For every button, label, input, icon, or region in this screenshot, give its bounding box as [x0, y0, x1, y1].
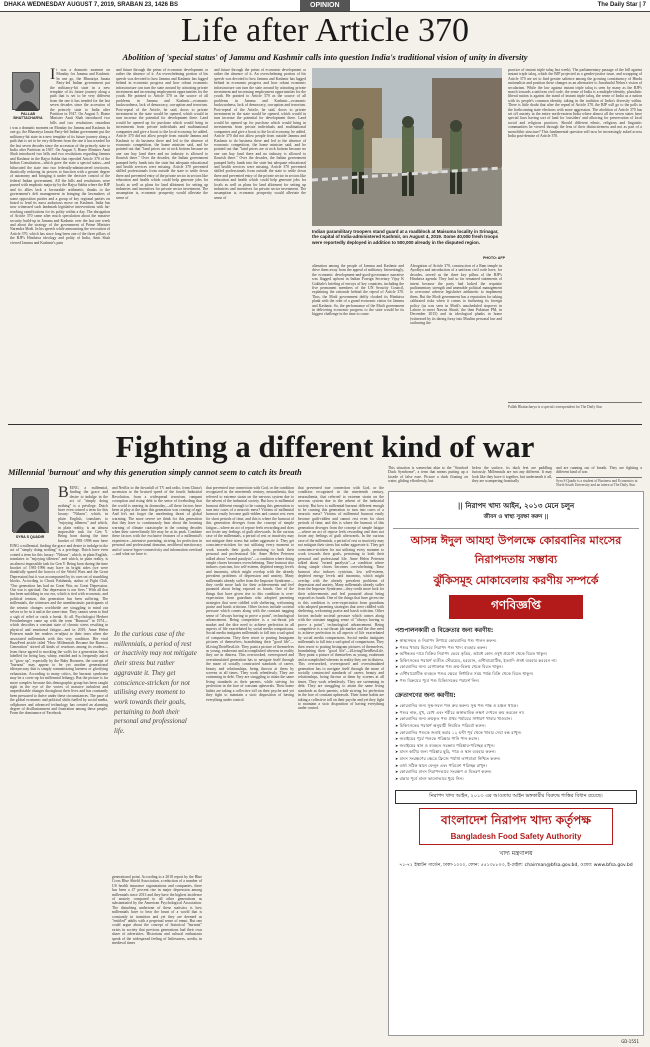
article2-author-bio: Syra S Quadir is a student of Business and Economics at North South University and an intern at The Daily Star. [556, 477, 642, 488]
article1-subtitle: Abolition of 'special status' of Jammu and Kashmir calls into question India's traditional vision of unity in diversity [122, 52, 528, 62]
article2-col3: that prevented true connection with God, or the condition recognized in the nineteenth century, neurasthenia, that referred to extreme strain on the nervous system due to the advent of the industrial society. But how is millennial burnout different enough to be causing this generation to turn into cases of a neurotic mess? Victims of millennial burnout easily become guilt-ridden and cannot rest even for short periods of time, and this is where the burnout of this generation diverges from the concept of simple fatigue—where an act of repose feels rewarding and does not foster any feelings of guilt afterwards. In the curious case of the millennials, a period of rest or inactivity may not mitigate their stress but rather aggravate it. They get conscience-stricken for not utilizing every moment to work towards their goals, pertaining to both their personal and professional life. Anne Helen Petersen talked about "errand paralysis"—a condition where doing simple chores becomes overwhelming. Time burnout also induces cynicism, low self-esteem, depleted energy levels and insomnia, which might overlap with the already prevalent problems of depression and anxiety. Many millennials already suffer from the Imposter Syndrome—they credit more luck for their achievements and feel paranoid about being exposed as frauds. One of the things that have given rise to this condition is over-expectation from guardians who adopted parenting strategies that were riddled with sheltering, welcoming praise and harsh criticism. Other factors include societal pressure which comes along with the constant nagging sense of "always having to prove a point", technological advancement. Being competitive is a cut-throat job market and the dire need to achieve perfection in all aspects of life exacerbated by social media comparisons. Social media instigates millennials to fall into a sad spiral of comparisons. They then resort to posting Instagram pictures of themselves, brandishing their "good life"—#LivingTheirBestLife. They paint a picture of themselves as young, exuberant and accomplished whereas in reality they are in distress. This overworked, overexposed and overstimulated generation has to navigate itself through the maze of socially constructed standards of career, beauty and relationships, being thrown at them by screens at all times. They work relentlessly. They are swimming in debt. They are struggling to attain the same living standards as their parents, while striving for perfection in the face of constant upheavals. Their home habits are taking a collective toll on their psyche and yet they fight to maintain a stoic disposition of having everything under control. [206, 486, 294, 702]
article2-col2: and Netflix to the downfall of TV and radio, from China's ascension to the bruised speed of the fourth Industrial Revolution, from a widespread terrorism, rampant corruption and rising debt to the sense of foreboding that the world is nearing its doomsday—all these factors have been at play at the time this generation was coming of age. And let's not forget the unrelenting threat of global warming. The more severe we think for this generation that they have to continuously hear about the looming warning of climate catastrophe in the coming decades when their career/family life may be at its peak. Combine these factors with the exclusive features of a millennial's experience—intensive parenting, striving for perfection in personal and professional domains, neoliberal meritocracy and of course hyper-connectivity and information overload—and what we have is [112, 486, 202, 557]
list-item: ➤ চিকিৎসকের পরামর্শ ব্যতীত স্টেরয়েড, হরমোন, এন্টিবায়োটিক, ইত্যাদি ঔষধ ব্যবহার করবেন না। [395, 658, 637, 665]
advert-headline1: আসন্ন ঈদুল আযহা উপলক্ষে কোরবানির মাংসের নিরাপদতায় সম্ভাব্য [393, 528, 639, 570]
advert-notice-badge: গণবিজ্ঞপ্তি [449, 595, 583, 619]
article1-author-bio: Pallab Bhattacharya is a special correspondent for The Daily Star. [508, 402, 642, 409]
list-item: ➤ কোরবানির পশুকে জবাই করার ১২ ঘণ্টা পূর্ব থেকে খাবার দেয়া বন্ধ রাখুন। [395, 730, 637, 737]
ministry-name: খাদ্য মন্ত্রণালয় [499, 850, 533, 858]
article2-col4: that prevented true connection with God, or the condition recognized in the nineteenth century, neurasthenia, that referred to extreme strain on the nervous system due to the advent of the industrial society. But how is millennial burnout different enough to be causing this generation to turn into cases of a neurotic mess? Victims of millennial burnout easily become guilt-ridden and cannot rest even for short periods of time, and this is where the burnout of this generation diverges from the concept of simple fatigue—where an act of repose feels rewarding and does not foster any feelings of guilt afterwards. In the curious case of the millennials, a period of rest or inactivity may not mitigate their stress but rather aggravate it. They get conscience-stricken for not utilizing every moment to work towards their goals, pertaining to both their personal and professional life. Anne Helen Petersen talked about "errand paralysis"—a condition where doing simple chores becomes overwhelming. Time burnout also induces cynicism, low self-esteem, depleted energy levels and insomnia, which might overlap with the already prevalent problems of depression and anxiety. Many millennials already suffer from the Imposter Syndrome—they credit more luck for their achievements and feel paranoid about being exposed as frauds. One of the things that have given rise to this condition is over-expectation from guardians who adopted parenting strategies that were riddled with sheltering, welcoming praise and harsh criticism. Other factors include societal pressure which comes along with the constant nagging sense of "always having to prove a point", technological advancement. Being competitive is a cut-throat job market and the dire need to achieve perfection in all aspects of life exacerbated by social media comparisons. Social media instigates millennials to fall into a sad spiral of comparisons. They then resort to posting Instagram pictures of themselves, brandishing their "good life"—#LivingTheirBestLife. They paint a picture of themselves as young, exuberant and accomplished whereas in reality they are in distress. This overworked, overexposed and overstimulated generation has to navigate itself through the maze of socially constructed standards of career, beauty and relationships, being thrown at them by screens at all times. They work relentlessly. They are swimming in debt. They are struggling to attain the same living standards as their parents, while striving for perfection in the face of constant upheavals. Their home habits are taking a collective toll on their psyche and yet they fight to maintain a stoic disposition of having everything under control. [298, 486, 384, 711]
page-header [0, 0, 650, 12]
article1-col1-lead: It was a dramatic moment on Monday for Jammu and Kashmir. In one go, the Bharatiya Janata Party-led Indian government put the militancy-hit state in a new template of its future journey along a path that is set to be very different from the one it has treaded for the last seven decades since the accession of the princely state to India after Partition in 1947. On August 5, Home Minister Amit Shah introduced two bills and two resolutions regarding [50, 68, 110, 124]
article1-col2: and future through the prism of economic development or rather the absence of it. An overwhelming portion of his speech was devoted to how Jammu and Kashmir has lagged behind in economic progress and how robust economic infrastructure can turn the state around by attracting private investment and increasing employment opportunities for the youth. He pointed to Article 370 as the source of all problems in Jammu and Kashmir—economic backwardness, lack of democracy, corruption and terrorism. Post-repeal of the Article, he said, doors to private investment in the state would be opened, which would in turn increase the potential for development there. Land would be opened up for purchase which would bring in investments from private individuals and multinational companies and give a boost to the local economy, he added. Article 370 did not allow people from outside Jammu and Kashmir to do business there and led to the absence of economic competition, the home minister said, and he pointed out that "land prices are at rock bottom because no one can buy land there and no industry is allowed to flourish there." Over the decades, the Indian government pumped hefty funds into the state but adequate educational and health services were missing. Article 370 prevented skilled professionals from outside the state to settle down there and prevented entry of the private sector in sectors like education and health which could help generate jobs for locals as well as plans for land allotment for setting up industries and incentives for private sector investment. The assumption is, economic prosperity would alleviate the sense of [116, 68, 208, 200]
list-item: ➤ এন্টিবায়োটিক ব্যবহৃত পশুর ক্ষেত্রে নির্ধারিত সময় পর্যন্ত বিক্রি থেকে বিরত থাকুন। [395, 671, 637, 678]
list-item: ➤ কোরবানির জন্য ক্রয়কৃত পশু প্রথম পর্যায়ের সাধারণ খাবার খাওয়ান। [395, 716, 637, 723]
article1-col5: Abrogation of Article 370, construction of a Ram temple in Ayodhya and introduction of a uniform civil code have, for decades, served as the three key pillars of the BJP's Hindutva agenda. They had so far remained statements of intent because the party had lacked the requisite parliamentary strength and amenable political management to overcome adverse legislative arithmetic to implement them. But the Modi government has a reputation for taking calibrated risks when it comes to furthering its foreign policy (as was seen in Modi's unscheduled stopover in Lahore to meet Nawaz Sharif, the then Pakistan PM, in December 2015) and its ideological planks in home (witnessed by its daring foray into Muslim personal law and outlawing the [410, 264, 502, 326]
article2-col7: and are running out of breath. They are fighting a different kind of war. [556, 466, 642, 475]
list-item: ➤ পশুর নাক, মুখ, চোখ এবং শরীরে অস্বাভাবিক লক্ষণ দেখলে ক্রয় করবেন না। [395, 710, 637, 717]
advert-headline2: ঝুঁকিসমূহ মোকাবেলায় করণীয় সম্পর্কে [433, 574, 599, 587]
advert-section2-heading: ক্রেতাগণের জন্য করণীয়: [395, 692, 456, 700]
list-item: ➤ পশু বিক্রয়ের পূর্বে পশু চিকিৎসকের পরামর্শ নিন। [395, 678, 637, 685]
masthead-page: The Daily Star | 7 [597, 2, 646, 8]
org-name-bangla: বাংলাদেশ নিরাপদ খাদ্য কর্তৃপক্ষ [440, 813, 592, 828]
list-item: ➤ মাংস সংরক্ষণের ক্ষেত্রে ফ্রিজে পর্যাপ্ত তাপমাত্রা নিশ্চিত করুন। [395, 756, 637, 763]
article1-title: Life after Article 370 [181, 12, 469, 49]
list-item: ➤ অধিকতর দামে বিক্রির নিরাপদ ভেবে কৃত্রিম, অবৈধ কোন ওষুধ প্রয়োগ থেকে বিরত থাকুন। [395, 651, 637, 658]
advert-org-box [419, 808, 613, 845]
article1-col1: t was a dramatic moment on Monday for Jammu and Kashmir. In one go, the Bharatiya Janata Party-led Indian government put the militancy-hit state in a new template of its future journey along a path that is set to be very different from the one it has treaded for the last seven decades since the accession of the princely state to India after Partition in 1947. On August 5, Home Minister Amit Shah introduced two bills and two resolutions regarding Jammu and Kashmir in the Rajya Sabha that repealed Article 370 of the Indian Constitution—which gave the state a special status—and bifurcated the state into two federally-administered territories, drastically reducing its powers to function with a greater degree of autonomy and bringing it under the decisive control of the federal Indian government. All the bills and resolutions were passed with emphatic majority by the Rajya Sabha where the BJP and its allies lack a favourable arithmetic, thanks to the government's deft management in bringing the lawmakers of some opposition parties and a group of key regional parties on board to lend its most audacious move on Kashmir. India has now witnessed such landmark legislative interventions with far-reaching ramifications for its polity within a day. The abrogation of Article 370 came after much speculation about the massive security build-up in Jammu and Kashmir over the last one week and about the strategy of the government of Prime Minister Narendra Modi. In his speech while announcing the revocation of Article 370, which has since long been one of the three pillars of the BJP's Hindutva ideology and polity of India, Amit Shah viewed Jammu and Kashmir's pain [10, 126, 110, 245]
author1-name: PALLAB BHATTACHARYA [13, 112, 43, 121]
article1-photo [312, 68, 502, 226]
pull-quote: In the curious case of the millennials, a period of rest or inactivity may not mitigate their stress but rather aggravate it. They get conscience-stricken for not utilising every moment to work towards their goals, pertaining to both their personal and professional life. [114, 630, 197, 736]
article1-col3: and future through the prism of economic development or rather the absence of it. An overwhelming portion of his speech was devoted to how Jammu and Kashmir has lagged behind in economic progress and how robust economic infrastructure can turn the state around by attracting private investment and increasing employment opportunities for the youth. He pointed to Article 370 as the source of all problems in Jammu and Kashmir—economic backwardness, lack of democracy, corruption and terrorism. Post-repeal of the Article, he said, doors to private investment in the state would be opened, which would in turn increase the potential for development there. Land would be opened up for purchase which would bring in investments from private individuals and multinational companies and give a boost to the local economy, he added. Article 370 did not allow people from outside Jammu and Kashmir to do business there and led to the absence of economic competition, the home minister said, and he pointed out that "land prices are at rock bottom because no one can buy land there and no industry is allowed to flourish there." Over the decades, the Indian government pumped hefty funds into the state but adequate educational and health services were missing. Article 370 prevented skilled professionals from outside the state to settle down there and prevented entry of the private sector in sectors like education and health which could help generate jobs for locals as well as plans for land allotment for setting up industries and incentives for private sector investment. The assumption is, economic prosperity would alleviate the sense of [214, 68, 306, 200]
photo-credit: PHOTO: AFP [483, 256, 505, 260]
author2-avatar [12, 488, 48, 532]
article2-col1: EING a millennial, finding the grace and desire to indulge in the act of "simply doing nothing" is a privilege. Dutch have even coined a term for this luxury: "Niksen", which, in plain English, translates to "enjoying idleness" and which, in plain reality, is an almost impossible task for Gen Y. Being born during the time bracket of 1981-1996 may have its bright sides (we were thankfully spared the horrors of the World Wars and the Great Depression) but it was accompanied by its own set of stumbling blocks. According to Chuck Palahniuk, author of Fight Club, "Our generation has had no Great War, no Great Depression. Our war is spiritual. Our depression is our lives." With all that has been unfolding in our era, which is tied with economic, and political tension, this generation has been suffering. The millennials, the witnesses and the unenthusiastic participants of the seismic changes worldwide are struggling to mind our selves to be in it and at the same time. They cannot seem to find a sigh of relief or catch a break. At all. Psychologist Herbert Freudenberger came up with the term "Burnout" in 1974—which describes a constant state of chronic stress resulting in physical and emotional fatigue—and in 2019, Anne Helen Petersen made her readers re-adjust to their tears when she associated millennials with this very condition. Her viral BuzzFeed article titled "How Millennials Became the Burnout Generation" stirred all kinds of reactions among its readers—from those agreed to mocking the wolfs for a generation that is labelled for being lazy, whiny, entitled and is frequently asked to "grow up", especially by the Baby Boomers, the concept of "burnout" may appear to be yet another generational idiosyncrasy that is simply romanticizing laziness or glorifying exhaustion. According to many critics, the burnout syndrome may be a cover-up for millennial lethargy. But the picture is far more complex because this demographic group has been caught right in the eye of the vortex of massive turbulent and unpredictable changes throughout their lives and has constantly been pressured to thrive under these circumstances. The pace of the global economic and political shifts fuelled by social media, cellphones and advanced technology has created an alarming degree of disillusionment and frustration among these people. From the dominance of Facebook [10, 544, 108, 716]
author2-name: SYRA S QUADIR [15, 535, 45, 539]
article2-subtitle: Millennial 'burnout' and why this generation simply cannot seem to catch its breath [8, 467, 302, 477]
advert-top-line2: জীবন ও স্বাস্থ্য সুরক্ষা করুন || [483, 514, 549, 520]
list-item: ➤ কোরবানির জন্য রোগাক্রান্ত পশু ক্রয়-বিক্রয় থেকে বিরত থাকুন। [395, 664, 637, 671]
list-item: ➤ স্বাস্থ্যসম্মত ও নিরাপদ উপায়ে কোরবানির পশু পালন করুন। [395, 638, 637, 645]
list-item: ➤ রান্নার পূর্বে মাংস ভালোভাবে ধুয়ে নিন। [395, 776, 637, 783]
list-item: ➤ বর্জ্য সঠিক স্থানে ফেলুন এবং পরিবেশ পরিচ্ছন্ন রাখুন। [395, 763, 637, 770]
org-address: ৭১-৭২ ইস্কাটন গার্ডেন, ঢাকা-১০০০, ফোন: ৫৫১৩৮৮০৩, ই-মেইল: chairman@bfsa.gov.bd, ওয়েব: www.bfsa.gov.bd [399, 863, 633, 869]
article1-photo-caption: Indian paramilitary troopers stand guard at a roadblock at Maisuma locality in Srinagar, the capital of India-administered Kashmir, on August 4, 2019. Some 40,000 fresh troops were reportedly deployed in addition to 500,000 already in the disputed region. [312, 229, 499, 245]
advert-section1-heading: পশুপালনকারী ও বিক্রেতার জন্য করণীয়: [395, 627, 494, 634]
article2-col6: below the surface, its duck feet are paddling furiously. Millennials are not any different. It may look like they have it together, but underneath it all, they are scampering frantically [472, 466, 552, 484]
food-safety-advert [388, 491, 644, 1044]
section-label: OPINION [300, 0, 350, 11]
article1-col4: alienation among the people of Jammu and Kashmir and drive them away from the appeal of militancy. Interestingly, the economic development-and-good-governance narrative was flagged upfront in Indian Foreign Secretary Vijay K Gokhale's briefing of envoys of key countries, including the five permanent members of the UN Security Council, explaining the rationale behind the repeal of Article 370. Thus, the Modi government deftly cloaked its Hindutva plank with the robe of a grand economic vision for Jammu and Kashmir. So, the performance of the Modi government in delivering economic progress to the state would be its biggest challenge in the time to come. [312, 264, 404, 317]
article2-title: Fighting a different kind of war [115, 429, 535, 464]
list-item: ➤ চিকিৎসকের পরামর্শ অনুযায়ী নিয়মিত পরিচর্যা করুন। [395, 723, 637, 730]
author1-avatar [12, 72, 40, 110]
advert-ref-code: GD-1551 [621, 1039, 639, 1044]
list-item: ➤ কোরবানির মাংস নিরাপদভাবে সংরক্ষণ ও বিতরণ করুন। [395, 769, 637, 776]
article2-col2-bottom: generational point. According to a 2018 report by the Blue Cross Blue Shield Association, a reduction of a number of US health insurance organizations and companies, there has been a 47 percent rise in major depression among millennials since 2013 and they have the highest incidence of anxiety compared to all other generations as substantiated by the American Psychological Association. The disturbing undertone of these statistics is how millennials have to bear the brunt of a world that is constantly in transition and yet they are deemed as "entitled" adults with a perpetual sense of ennui. But one could argue about the concept of historical "burnout" exists in society that previous generations had their own share of adversities. Historians and cultural enthusiasts speak of the widespread feeling of listlessness, acedia, in medieval times [112, 875, 202, 946]
list-item: ➤ মাংস কাটার জন্য পরিষ্কার ছুরি, পাত্র ও স্থান ব্যবহার করুন। [395, 749, 637, 756]
advert-top-line1: || নিরাপদ খাদ্য আইন, ২০১৩ মেনে চলুন [457, 502, 575, 510]
article2-col5: This situation is somewhat akin to the "Stanford Duck Syndrome", a term that means putting up a facade of false ease. Picture a duck floating on water, gliding effortlessly, but [388, 466, 468, 484]
section-divider [8, 424, 642, 425]
advert-section2-list [395, 703, 637, 782]
org-name-english: Bangladesh Food Safety Authority [450, 832, 582, 842]
advert-footnote: নিরাপদ খাদ্য আইন, ২০১৩ এর আওতায় আইন ভঙ্গকারীর বিরুদ্ধে শাস্তির বিধান রয়েছে। [395, 790, 637, 804]
article1-col6: practice of instant triple talaq last week). The parliamentary passage of the bill against instant triple talaq, which the BJP projected as a gender-justice issue, and scrapping of Article 370 are set to find greater salience among the growing constituency of Hindu nationalists and position these changes as an alternative to Jawaharlal Nehru's vision of secularism. While the law against instant triple talaq is seen by many as the BJP's march towards a uniform civil code, the sense of India is a multiple-identity, pluralistic liberal nation is against the stand of instant triple talaq, the sense of India as a nation with its people's common identity, taking in the tradition of India's diversity within. There is little doubt that after the repeal of Article 370, the BJP will go to the polls in the forthcoming state elections with more aggression. The abolition of Article 370 has set off anxiety in the entire north-eastern India where almost all the seven states have special laws having sort of land for 'outsiders' and allowing for preservation of local social and religious practices. Should different ethnic, religious and linguistic communities be viewed through the lens of their distinctiveness and not as part of a monolithic structure? This fundamental question will now be increasingly asked across India post-demise of Article 370. [508, 68, 642, 139]
list-item: ➤ পশুর খাবার হিসেবে নিরাপদ পশু খাদ্য ব্যবহার করুন। [395, 645, 637, 652]
advert-section1-list [395, 638, 637, 684]
list-item: ➤ কোরবানির জন্য সুস্থ-সবল পশু ক্রয় করুন। সুস্থ পশু শান্ত ও চঞ্চল থাকে। [395, 703, 637, 710]
dateline: DHAKA WEDNESDAY AUGUST 7, 2019, SRABAN 23, 1426 BS [4, 2, 178, 8]
list-item: ➤ জবাইয়ের স্থান ও ব্যবহৃত সরঞ্জাম পরিষ্কার-পরিচ্ছন্ন রাখুন। [395, 743, 637, 750]
article2-col1-lead: BEING a millennial, finding the grace and desire to indulge in the act of "simply doing nothing" is a privilege. Dutch have even coined a term for this luxury: "Niksen", which, in plain English, translates to "enjoying idleness" and which, in plain reality, is an almost impossible task for Gen Y. Being born during the time bracket of 1981-1996 may have [58, 486, 108, 542]
list-item: ➤ জবাইয়ের পূর্বে পশুকে পরিষ্কার পানি পান করান। [395, 736, 637, 743]
